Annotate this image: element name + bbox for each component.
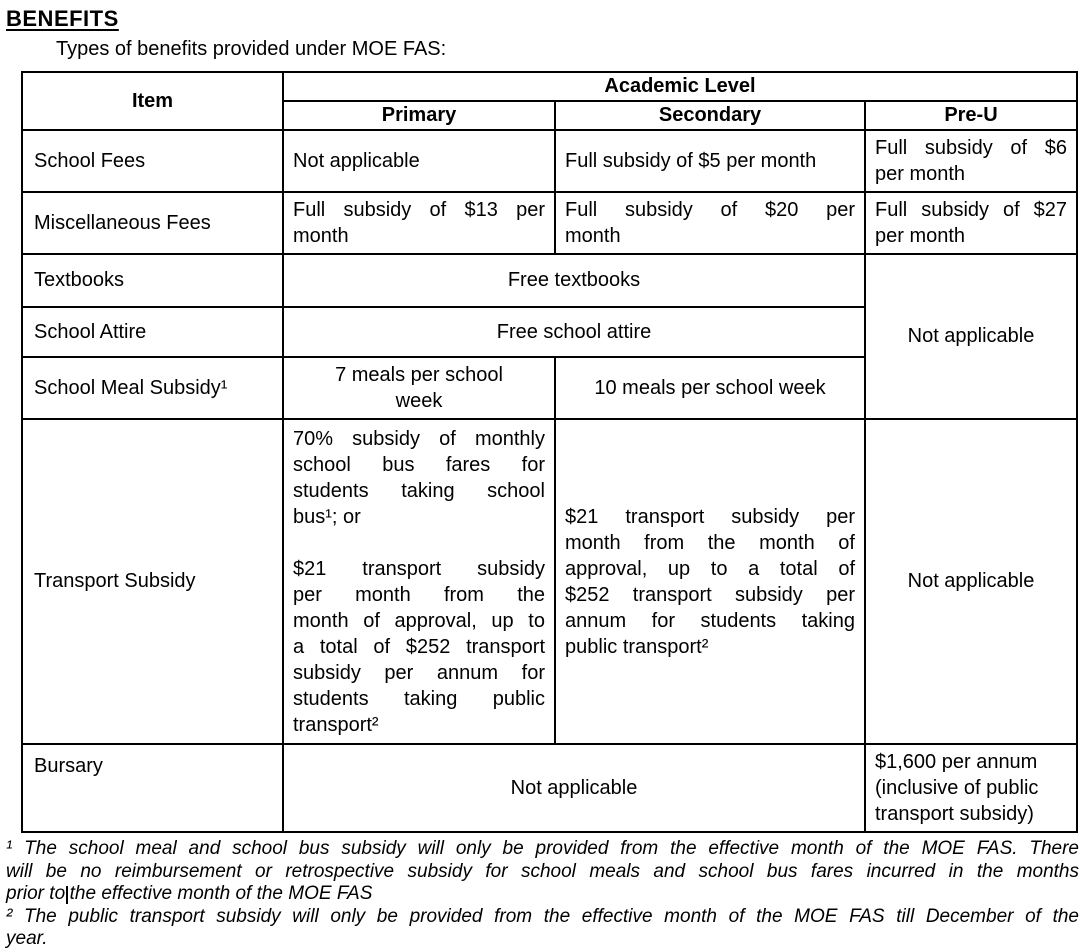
col-header-pre-u: Pre-U bbox=[865, 101, 1077, 130]
footnote-1-line-1: ¹ The school meal and school bus subsidy will only be provided from the effective month of the MOE FAS. There bbox=[6, 838, 1079, 859]
footnote-2-line-1: ² The public transport subsidy will only be provided from the effective month of the MOE FAS till December of the bbox=[6, 905, 1079, 927]
footnote-1-line-3: prior to the effective month of the MOE FAS bbox=[6, 883, 373, 904]
table-row-miscellaneous-fees bbox=[22, 192, 1077, 254]
misc-fees-secondary-cell: Full subsidy of $20 per month bbox=[555, 192, 865, 254]
school-attire-primary-secondary-cell: Free school attire bbox=[283, 307, 865, 357]
pre-u-merged-not-applicable-cell: Not applicable bbox=[865, 254, 1077, 419]
col-header-item: Item bbox=[22, 72, 283, 130]
table-row-textbooks bbox=[22, 254, 1077, 307]
transport-secondary-cell: $21 transport subsidy per month from the month of approval, up to a total of $252 transport subsidy per annum for students taking public transport² bbox=[555, 419, 865, 744]
benefits-table bbox=[21, 71, 1078, 833]
col-header-primary: Primary bbox=[283, 101, 555, 130]
transport-pre-u-cell: Not applicable bbox=[865, 419, 1077, 744]
school-fees-secondary-cell: Full subsidy of $5 per month bbox=[555, 130, 865, 192]
misc-fees-item-label: Miscellaneous Fees bbox=[22, 192, 283, 254]
school-fees-item-label: School Fees bbox=[22, 130, 283, 192]
transport-primary-paragraph-2: $21 transport subsidy per month from the month of approval, up to a total of $252 transport subsidy per annum for students taking public transport² bbox=[293, 557, 545, 736]
table-row-bursary bbox=[22, 744, 1077, 832]
textbooks-item-label: Textbooks bbox=[22, 254, 283, 307]
school-fees-primary-cell: Not applicable bbox=[283, 130, 555, 192]
text-cursor-artifact bbox=[66, 886, 68, 904]
table-row-school-fees bbox=[22, 130, 1077, 192]
footnote-1-line-2: will be no reimbursement or retrospective subsidy for school meals and school bus fares incurred in the months bbox=[6, 860, 1079, 882]
table-row-transport-subsidy bbox=[22, 419, 1077, 744]
footnote-1 bbox=[6, 838, 1079, 906]
school-meal-secondary-cell: 10 meals per school week bbox=[555, 357, 865, 419]
subtitle: Types of benefits provided under MOE FAS: bbox=[56, 38, 447, 60]
footnote-2 bbox=[6, 906, 1079, 951]
transport-primary-paragraph-1: 70% subsidy of monthly school bus fares for students taking school bus¹; or bbox=[293, 427, 545, 528]
footnotes bbox=[6, 838, 1079, 951]
school-attire-item-label: School Attire bbox=[22, 307, 283, 357]
school-meal-item-label: School Meal Subsidy¹ bbox=[22, 357, 283, 419]
bursary-item-label: Bursary bbox=[22, 744, 283, 832]
misc-fees-primary-cell: Full subsidy of $13 per month bbox=[283, 192, 555, 254]
header-row-academic-level bbox=[22, 72, 1077, 101]
transport-primary-cell bbox=[283, 419, 555, 744]
page-title: BENEFITS bbox=[6, 6, 119, 31]
school-meal-primary-cell: 7 meals per school week bbox=[283, 357, 555, 419]
school-fees-pre-u-cell: Full subsidy of $6 per month bbox=[865, 130, 1077, 192]
col-header-secondary: Secondary bbox=[555, 101, 865, 130]
bursary-pre-u-cell: $1,600 per annum (inclusive of public transport subsidy) bbox=[865, 744, 1077, 832]
transport-item-label: Transport Subsidy bbox=[22, 419, 283, 744]
col-header-academic-level: Academic Level bbox=[283, 72, 1077, 101]
bursary-primary-secondary-cell: Not applicable bbox=[283, 744, 865, 832]
misc-fees-pre-u-cell: Full subsidy of $27 per month bbox=[865, 192, 1077, 254]
textbooks-primary-secondary-cell: Free textbooks bbox=[283, 254, 865, 307]
footnote-2-line-2: year. bbox=[6, 928, 48, 949]
